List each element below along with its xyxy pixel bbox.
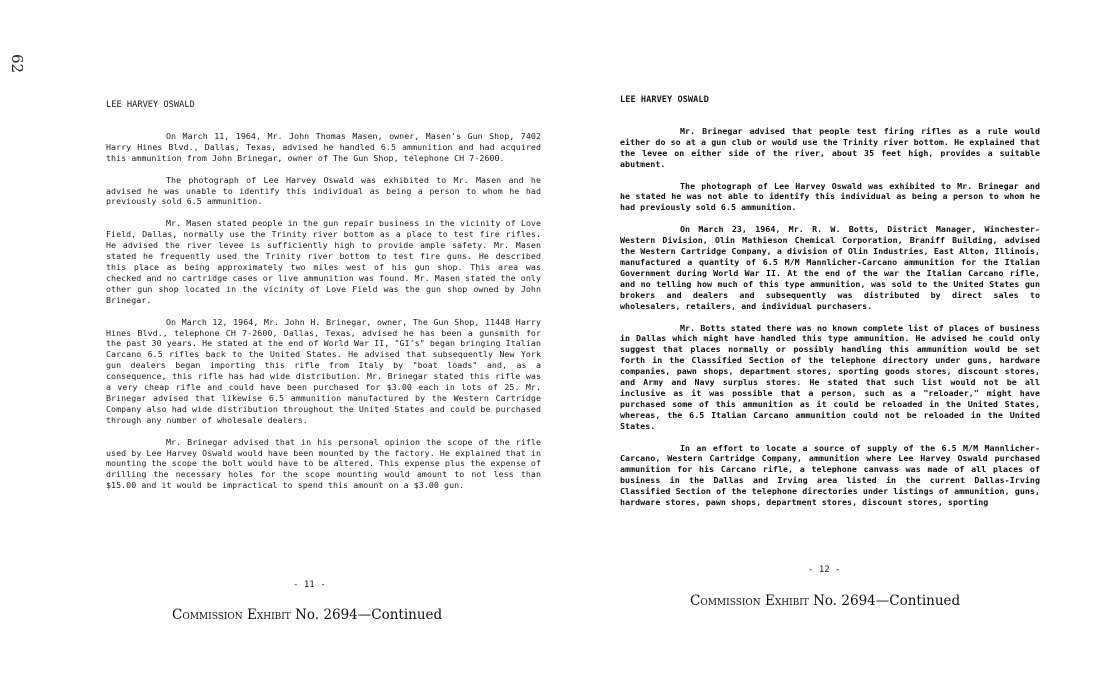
right-paragraph-2: The photograph of Lee Harvey Oswald was exhibited to Mr. Brinegar and he stated he was not able to identify this individual as being a person to whom he had previously sold 6.5 ammunition. <box>620 180 1040 213</box>
right-page-folio: - 12 - <box>808 565 841 575</box>
left-page-header: LEE HARVEY OSWALD <box>106 100 195 110</box>
right-paragraph-4: Mr. Botts stated there was no known complete list of places of business in Dallas which might have handled this type ammunition. He advised he could only suggest that places normally or possibly handling this ammunition would be set forth in the Classified Section of the telephone directory under guns, hardware companies, pawn shops, department stores, sporting goods stores, discount stores, and Army and Navy surplus stores. He stated that such list would not be all inclusive as it was possible that a person, such as a "reloader," might have purchased some of this ammunition as it could be reloaded in the United States, whereas, the 6.5 Italian Carcano ammunition could not be reloaded in the United States. <box>620 322 1040 431</box>
right-paragraph-1: Mr. Brinegar advised that people test firing rifles as a rule would either do so at a gun club or would use the Trinity river bottom. He explained that the levee on either side of the river, about 35 feet high, provides a suitable abutment. <box>620 125 1040 169</box>
right-exhibit-prefix: Commission Exhibit <box>690 593 809 609</box>
left-exhibit-caption <box>172 607 442 623</box>
right-page-body <box>620 95 1040 519</box>
left-exhibit-number: No. 2694—Continued <box>295 607 443 623</box>
left-paragraph-2: The photograph of Lee Harvey Oswald was exhibited to Mr. Masen and he advised he was unable to identify this individual as being a person to whom he had previously sold 6.5 ammunition. <box>106 174 541 207</box>
right-exhibit-caption <box>690 593 960 609</box>
right-paragraph-5: In an effort to locate a source of supply of the 6.5 M/M Mannlicher-Carcano, Western Cartridge Company, ammunition where Lee Harvey Oswald purchased ammunition for his Carcano rifle, a telephone canvass was made of all places of business in the Dallas and Irving area listed in the current Dallas-Irving Classified Section of the telephone directories under listings of ammunition, guns, hardware stores, pawn shops, department stores, discount stores, sporting <box>620 442 1040 508</box>
right-paragraph-3: On March 23, 1964, Mr. R. W. Botts, District Manager, Winchester-Western Division, Olin Mathieson Chemical Corporation, Braniff Building, advised the Western Cartridge Company, a division of Olin Industries, East Alton, Illinois, manufactured a quantity of 6.5 M/M Mannlicher-Carcano ammunition for the Italian Government during World War II. At the end of the war the Italian Carcano rifle, and no telling how much of this type ammunition, was sold to the United States gun brokers and dealers and subsequently was distributed by direct sales to wholesalers, retailers, and individual purchasers. <box>620 224 1040 311</box>
margin-page-number: 62 <box>8 54 26 74</box>
right-page-header: LEE HARVEY OSWALD <box>620 95 709 105</box>
left-paragraph-5: Mr. Brinegar advised that in his personal opinion the scope of the rifle used by Lee Harvey Oswald would have been mounted by the factory. He explained that in mounting the scope the bolt would have to be altered. This expense plus the expense of drilling the necessary holes for the scope mounting would amount to not less than $15.00 and it would be impractical to spend this amount on a $3.00 gun. <box>106 436 541 491</box>
left-paragraph-1: On March 11, 1964, Mr. John Thomas Masen, owner, Masen's Gun Shop, 7402 Harry Hines Blvd., Dallas, Texas, advised he handled 6.5 ammunition and had acquired this ammunition from John Brinegar, owner of The Gun Shop, telephone CH 7-2600. <box>106 130 541 163</box>
left-paragraph-4: On March 12, 1964, Mr. John H. Brinegar, owner, The Gun Shop, 11448 Harry Hines Blvd., telephone CH 7-2600, Dallas, Texas, advised he has been a gunsmith for the past 30 years. He stated at the end of World War II, "GI's" began bringing Italian Carcano 6.5 rifles back to the United States. He advised that subsequently New York gun dealers began importing this rifle from Italy by "boat loads" and, as a consequence, this rifle has had wide distribution. Mr. Brinegar stated this rifle was a very cheap rifle and could have been purchased for $3.00 each in lots of 25. Mr. Brinegar advised that likewise 6.5 ammunition manufactured by the Western Cartridge Company also had wide distribution throughout the United States and could be purchased through any number of wholesale dealers. <box>106 316 541 425</box>
right-exhibit-number: No. 2694—Continued <box>813 593 961 609</box>
left-page-body <box>106 100 541 502</box>
left-paragraph-3: Mr. Masen stated people in the gun repair business in the vicinity of Love Field, Dallas, normally use the Trinity river bottom as a place to test fire rifles. He advised the river levee is sufficiently high to provide ample safety. Mr. Masen stated he frequently used the Trinity river bottom to test fire guns. He described this place as being approximately two miles west of his gun shop. This area was checked and no cartridge cases or live ammunition was found. Mr. Masen stated the only other gun shop located in the vicinity of Love Field was the gun shop owned by John Brinegar. <box>106 218 541 305</box>
left-page-folio: - 11 - <box>293 580 326 590</box>
left-exhibit-prefix: Commission Exhibit <box>172 607 291 623</box>
